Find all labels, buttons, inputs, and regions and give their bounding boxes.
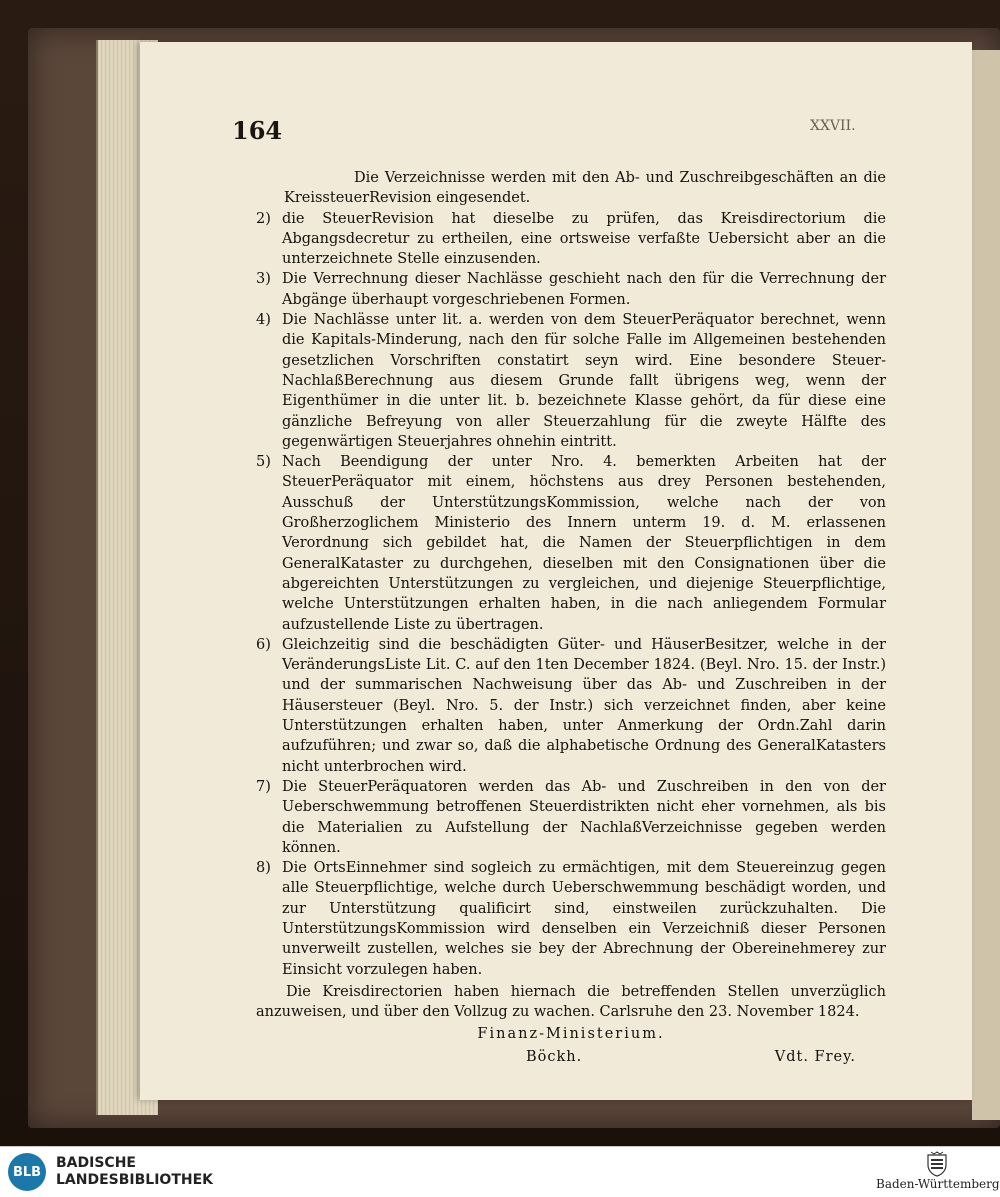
item-number: 8)	[256, 860, 271, 877]
list-item	[256, 858, 886, 980]
list-item	[256, 635, 886, 777]
list-item	[256, 209, 886, 270]
item-text: Die Nachlässe unter lit. a. werden von dem SteuerPeräquator berechnet, wenn die Kapitals-Minderung, nach den für solche Falle im Allgemeinen bestehenden gesetzlichen Vorschriften constatirt seyn wird. Eine besondere Steuer-NachlaßBerechnung aus diesem Grunde fallt übrigens weg, wenn der Eigenthümer in die unter lit. b. bezeichnete Klasse gehört, da für diese eine gänzliche Befreyung von aller Steuerzahlung für die zweyte Hälfte des gegenwärtigen Steuerjahres ohnehin eintritt.	[282, 312, 886, 450]
next-page-edge	[972, 50, 1000, 1120]
item-number: 4)	[256, 312, 271, 329]
page-body	[256, 168, 886, 1067]
item-number: 2)	[256, 210, 271, 227]
item-number: 5)	[256, 454, 271, 471]
item-number: 6)	[256, 636, 271, 653]
closing-paragraph: Die Kreisdirectorien haben hiernach die betreffenden Stellen unverzüglich anzuweisen, und über den Vollzug zu wachen. Carlsruhe den 23. November 1824.	[256, 983, 886, 1021]
signature-right: Vdt. Frey.	[774, 1048, 856, 1065]
item-text: Die OrtsEinnehmer sind sogleich zu ermächtigen, mit dem Steuereinzug gegen alle Steuerpflichtige, welche durch Ueberschwemmung beschädigt worden, und zur Unterstützung qualificirt sind, einstweilen zurückzuhalten. Die UnterstützungsKommission wird denselben ein Verzeichniß dieser Personen unverweilt zustellen, welches sie bey der Abrechnung der Obereinehmerey zur Einsicht vorzulegen haben.	[282, 860, 886, 978]
item-number: 7)	[256, 778, 271, 795]
state-name[interactable]: Baden-Württemberg	[876, 1177, 1000, 1191]
signature-row	[256, 1047, 886, 1067]
list-item	[256, 777, 886, 858]
item-text: Nach Beendigung der unter Nro. 4. bemerkten Arbeiten hat der SteuerPeräquator mit einem, höchstens aus drey Personen bestehenden, Ausschuß der UnterstützungsKommission, welche nach der von Großherzoglichem Ministerio des Innern unterm 19. d. M. erlassenen Verordnung sich gebildet hat, die Namen der Steuerpflichtigen in dem GeneralKataster zu durchgehen, dieselben mit den Consignationen über die abgereichten Unterstützungen zu vergleichen, und diejenige Steuerpflichtige, welche Unterstützungen erhalten haben, in die nach anliegendem Formular aufzustellende Liste zu übertragen.	[282, 454, 886, 633]
page-number: 164	[232, 116, 283, 145]
first-paragraph: Die Verzeichnisse werden mit den Ab- und Zuschreibgeschäften an die KreissteuerRevision eingesendet.	[284, 170, 886, 207]
item-text: Die SteuerPeräquatoren werden das Ab- und Zuschreiben in den von der Ueberschwemmung betroffenen Steuerdistrikten nicht eher vornehmen, als bis die Materialien zu Aufstellung der NachlaßVerzeichnisse gegeben werden können.	[282, 778, 886, 856]
item-number: 3)	[256, 271, 271, 288]
coat-of-arms-icon	[926, 1151, 948, 1177]
list-item	[256, 310, 886, 452]
library-name-line2: LANDESBIBLIOTHEK	[56, 1172, 214, 1188]
signature-left: Böckh.	[526, 1048, 583, 1065]
list-item	[256, 452, 886, 635]
list-item	[256, 269, 886, 310]
library-name[interactable]	[56, 1155, 213, 1189]
footer-bar	[0, 1146, 1000, 1197]
library-name-line1: BADISCHE	[56, 1155, 136, 1171]
item-text: Die Verrechnung dieser Nachlässe geschieht nach den für die Verrechnung der Abgänge überhaupt vorgeschriebenen Formen.	[282, 271, 886, 308]
item-text: die SteuerRevision hat dieselbe zu prüfen, das Kreisdirectorium die Abgangsdecretur zu ertheilen, eine ortsweise verfaßte Uebersicht aber an die unterzeichnete Stelle einzusenden.	[282, 210, 886, 268]
item-text: Gleichzeitig sind die beschädigten Güter- und HäuserBesitzer, welche in der VeränderungsListe Lit. C. auf den 1ten December 1824. (Beyl. Nro. 15. der Instr.) und der summarischen Nachweisung über das Ab- und Zuschreiben in der Häusersteuer (Beyl. Nro. 5. der Instr.) sich verzeichnet finden, aber keine Unterstützungen erhalten haben, unter Anmerkung der Ordn.Zahl darin aufzuführen; und zwar so, daß die alphabetische Ordnung des GeneralKatasters nicht unterbrochen wird.	[282, 636, 886, 775]
blb-logo-icon[interactable]: BLB	[8, 1153, 46, 1191]
header-mark: XXVII.	[810, 118, 856, 134]
ministry-signature: Finanz-Ministerium.	[477, 1026, 665, 1043]
